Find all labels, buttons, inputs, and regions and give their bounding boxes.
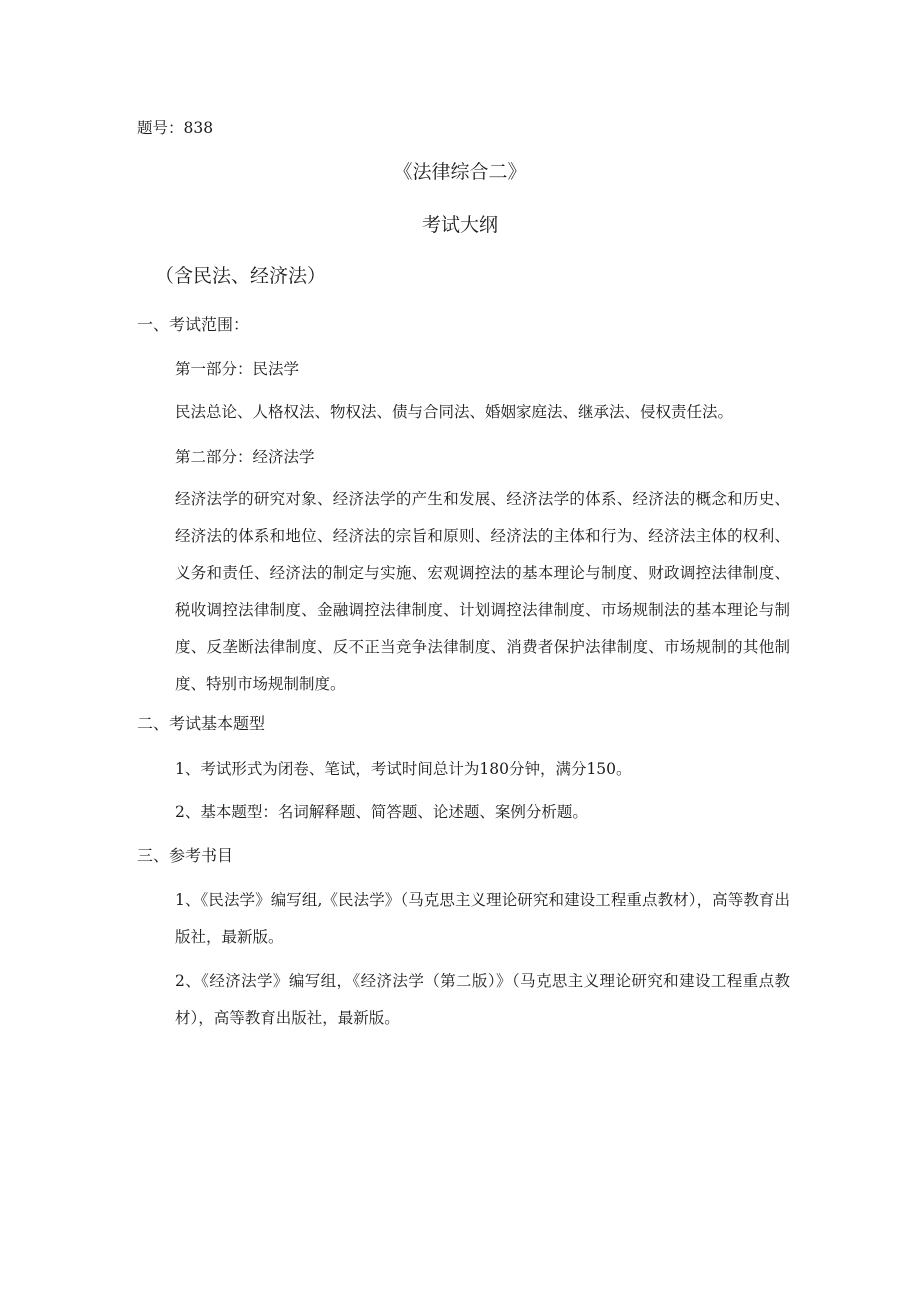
part1-title: 第一部分：民法学 <box>175 360 300 378</box>
reference-item-1: 1、《民法学》编写组,《民法学》（马克思主义理论研究和建设工程重点教材），高等教育出版社，最新版。 <box>175 891 790 946</box>
part2-title: 第二部分：经济法学 <box>175 448 315 466</box>
question-types-item: 2、基本题型：名词解释题、简答题、论述题、案例分析题。 <box>175 803 588 821</box>
document-subtitle: （含民法、经济法） <box>155 265 327 287</box>
exam-format-item: 1、考试形式为闭卷、笔试，考试时间总计为180分钟，满分150。 <box>175 760 632 778</box>
document-title: 《法律综合二》 <box>393 161 527 183</box>
section-heading-scope: 一、考试范围： <box>137 315 250 334</box>
exam-code: 题号：838 <box>137 119 214 137</box>
part1-content: 民法总论、人格权法、物权法、债与合同法、婚姻家庭法、继承法、侵权责任法。 <box>175 403 734 421</box>
document-heading: 考试大纲 <box>421 214 498 236</box>
reference-item-2: 2、《经济法学》编写组，《经济法学（第二版）》（马克思主义理论研究和建设工程重点教材），高等教育出版社，最新版。 <box>175 972 790 1027</box>
section-heading-references: 三、参考书目 <box>137 846 234 865</box>
section-heading-question-types: 二、考试基本题型 <box>137 714 266 733</box>
part2-content: 经济法学的研究对象、经济法学的产生和发展、经济法学的体系、经济法的概念和历史、经济法的体系和地位、经济法的宗旨和原则、经济法的主体和行为、经济法主体的权利、义务和责任、经济法的制定与实施、宏观调控法的基本理论与制度、财政调控法律制度、税收调控法律制度、金融调控法律制度、计划调控法律制度、市场规制法的基本理论与制度、反垄断法律制度、反不正当竞争法律制度、消费者保护法律制度、市场规制的其他制度、特别市场规制制度。 <box>175 490 790 693</box>
